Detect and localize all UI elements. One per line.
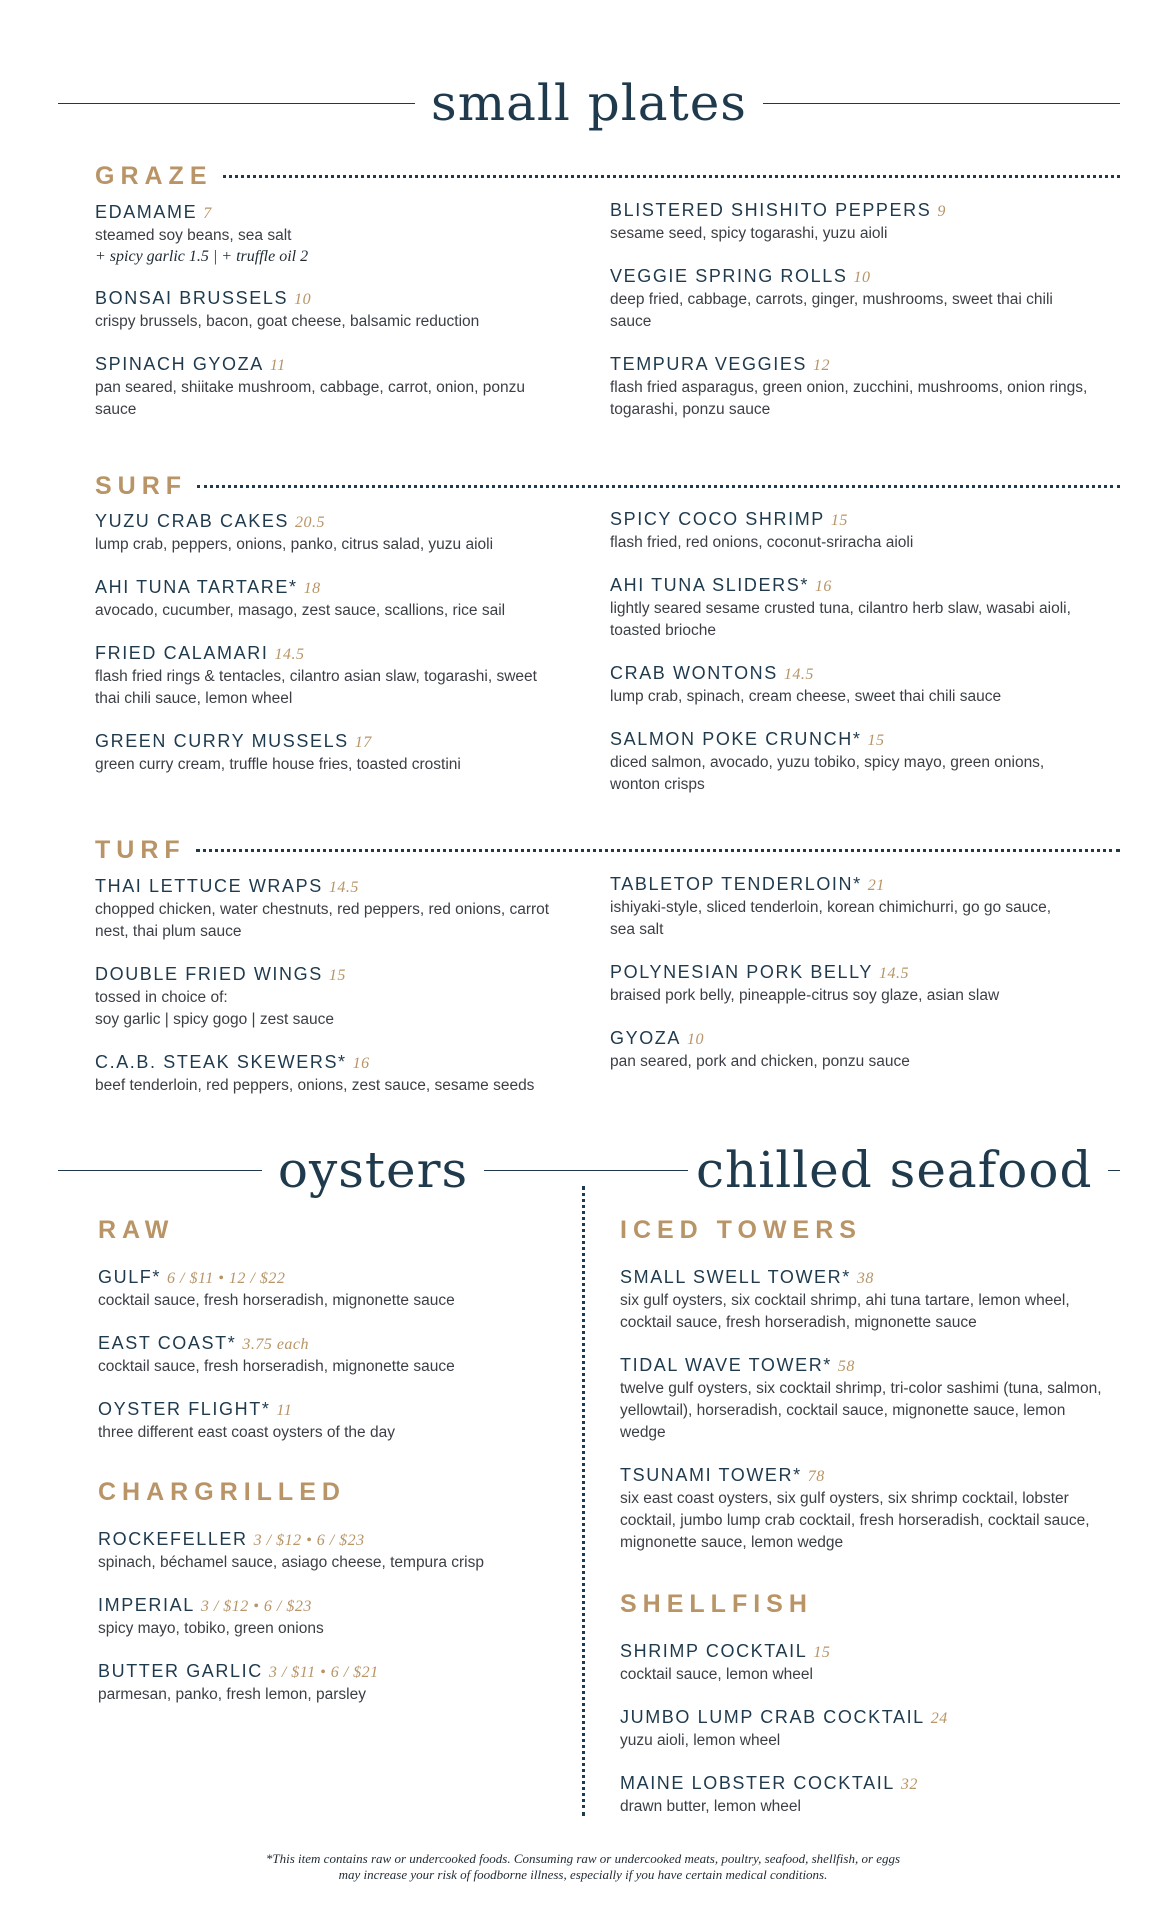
item-price: 14.5: [783, 666, 814, 683]
chilled-seafood-title: chilled seafood: [696, 1141, 1093, 1199]
item-price: 9: [937, 203, 946, 220]
dotted-leader: [196, 849, 1120, 852]
oysters-header: [58, 1141, 688, 1199]
item-price: 16: [814, 578, 832, 595]
menu-item: [610, 353, 1090, 421]
small-plates-header: [58, 74, 1120, 132]
item-description: beef tenderloin, red peppers, onions, zest sauce, sesame seeds: [95, 1077, 535, 1094]
surf-right-column: [610, 508, 1090, 816]
item-name: IMPERIAL: [98, 1595, 195, 1615]
item-description: six east coast oysters, six gulf oysters, six shrimp cocktail, lobster cocktail, jumbo lump crab cocktail, fresh horseradish, cocktail sauce, mignonette sauce, lemon wedge: [620, 1490, 1090, 1551]
item-description: flash fried asparagus, green onion, zucchini, mushrooms, onion rings, togarashi, ponzu sauce: [610, 379, 1088, 418]
dotted-leader: [197, 485, 1120, 488]
item-price: 24: [930, 1710, 948, 1727]
menu-item: [95, 1051, 555, 1097]
item-price: 7: [203, 205, 212, 222]
menu-item: [95, 353, 535, 421]
menu-item: [620, 1640, 1110, 1686]
item-description: avocado, cucumber, masago, zest sauce, scallions, rice sail: [95, 602, 506, 619]
item-name: SMALL SWELL TOWER*: [620, 1267, 851, 1287]
oysters-title: oysters: [277, 1141, 469, 1199]
item-description: braised pork belly, pineapple-citrus soy glaze, asian slaw: [610, 987, 1000, 1004]
item-description: lightly seared sesame crusted tuna, cilantro herb slaw, wasabi aioli, toasted brioche: [610, 600, 1071, 639]
menu-item: [610, 574, 1090, 642]
item-description: drawn butter, lemon wheel: [620, 1798, 801, 1815]
raw-label: RAW: [98, 1216, 175, 1244]
item-price: 15: [867, 732, 885, 749]
menu-item: [610, 265, 1090, 333]
menu-item: [95, 576, 545, 622]
item-name: C.A.B. STEAK SKEWERS*: [95, 1052, 347, 1072]
column-divider: [582, 1186, 585, 1816]
item-name: FRIED CALAMARI: [95, 643, 269, 663]
turf-left-column: [95, 875, 555, 1117]
menu-item: [95, 875, 555, 943]
menu-item: [98, 1528, 558, 1574]
item-price: 3 / $12 • 6 / $23: [253, 1532, 365, 1549]
menu-item: [620, 1772, 1110, 1818]
menu-item: [620, 1464, 1110, 1554]
turf-right-column: [610, 873, 1070, 1093]
shellfish-label: SHELLFISH: [620, 1590, 813, 1618]
item-name: TSUNAMI TOWER*: [620, 1465, 802, 1485]
item-name: AHI TUNA SLIDERS*: [610, 575, 809, 595]
item-name: THAI LETTUCE WRAPS: [95, 876, 323, 896]
item-price: 3 / $11 • 6 / $21: [268, 1664, 379, 1681]
menu-item: [610, 1027, 1070, 1073]
item-price: 14.5: [879, 965, 910, 982]
surf-label: SURF: [95, 472, 188, 500]
item-description: cocktail sauce, fresh horseradish, mignonette sauce: [98, 1292, 455, 1309]
menu-item: [95, 730, 545, 776]
turf-header: [95, 836, 1120, 865]
item-description: spinach, béchamel sauce, asiago cheese, tempura crisp: [98, 1554, 484, 1571]
menu-item: [98, 1594, 558, 1640]
graze-label: GRAZE: [95, 162, 213, 190]
item-price: 32: [900, 1776, 918, 1793]
item-name: SPINACH GYOZA: [95, 354, 264, 374]
turf-label: TURF: [95, 836, 186, 864]
menu-item: [95, 963, 555, 1031]
surf-header: [95, 472, 1120, 501]
item-description: sesame seed, spicy togarashi, yuzu aioli: [610, 225, 888, 242]
item-description: deep fried, cabbage, carrots, ginger, mushrooms, sweet thai chili sauce: [610, 291, 1053, 330]
item-name: POLYNESIAN PORK BELLY: [610, 962, 874, 982]
graze-right-column: [610, 199, 1090, 441]
item-price: 10: [294, 291, 312, 308]
item-description: flash fried, red onions, coconut-sriracha aioli: [610, 534, 914, 551]
header-rule-left: [58, 103, 415, 104]
item-name: GULF*: [98, 1267, 162, 1287]
item-price: 15: [830, 512, 848, 529]
item-price: 6 / $11 • 12 / $22: [167, 1270, 286, 1287]
item-description: parmesan, panko, fresh lemon, parsley: [98, 1686, 366, 1703]
item-name: VEGGIE SPRING ROLLS: [610, 266, 848, 286]
item-price: 10: [853, 269, 871, 286]
consumer-advisory: [0, 1851, 1166, 1883]
item-description: six gulf oysters, six cocktail shrimp, ahi tuna tartare, lemon wheel, cocktail sauce, fresh horseradish, mignonette sauce: [620, 1292, 1070, 1331]
item-description: tossed in choice of:: [95, 989, 228, 1006]
dotted-leader: [223, 175, 1121, 178]
item-name: OYSTER FLIGHT*: [98, 1399, 271, 1419]
item-price: 38: [856, 1270, 874, 1287]
item-name: CRAB WONTONS: [610, 663, 778, 683]
item-price: 3 / $12 • 6 / $23: [200, 1598, 312, 1615]
item-price: 15: [328, 967, 346, 984]
header-rule-right: [1108, 1170, 1120, 1171]
item-description: lump crab, peppers, onions, panko, citrus salad, yuzu aioli: [95, 536, 494, 553]
menu-item: [620, 1706, 1110, 1752]
menu-item: [95, 510, 545, 556]
advisory-line-2: may increase your risk of foodborne illness, especially if you have certain medical conditions.: [338, 1867, 828, 1882]
menu-item: [95, 642, 545, 710]
item-price: 78: [807, 1468, 825, 1485]
item-price: 16: [352, 1055, 370, 1072]
menu-item: [95, 287, 535, 333]
chargrilled-label: CHARGRILLED: [98, 1478, 346, 1506]
item-options: soy garlic | spicy gogo | zest sauce: [95, 1011, 334, 1028]
small-plates-title: small plates: [431, 74, 747, 132]
item-description: pan seared, pork and chicken, ponzu sauce: [610, 1053, 910, 1070]
menu-item: [610, 728, 1090, 796]
menu-item: [98, 1266, 558, 1312]
menu-item: [610, 873, 1070, 941]
item-name: TIDAL WAVE TOWER*: [620, 1355, 832, 1375]
item-name: SHRIMP COCKTAIL: [620, 1641, 808, 1661]
item-description: flash fried rings & tentacles, cilantro asian slaw, togarashi, sweet thai chili sauce, lemon wheel: [95, 668, 537, 707]
item-description: green curry cream, truffle house fries, toasted crostini: [95, 756, 461, 773]
item-price: 17: [354, 734, 372, 751]
item-description: crispy brussels, bacon, goat cheese, balsamic reduction: [95, 313, 480, 330]
item-price: 15: [813, 1644, 831, 1661]
header-rule-right: [763, 103, 1120, 104]
header-rule-left: [58, 1170, 262, 1171]
item-description: ishiyaki-style, sliced tenderloin, korean chimichurri, go go sauce, sea salt: [610, 899, 1052, 938]
item-description: pan seared, shiitake mushroom, cabbage, carrot, onion, ponzu sauce: [95, 379, 525, 418]
menu-item: [610, 199, 1090, 245]
item-name: TABLETOP TENDERLOIN*: [610, 874, 862, 894]
menu-item: [620, 1266, 1110, 1334]
menu-item: [620, 1354, 1110, 1444]
item-name: BONSAI BRUSSELS: [95, 288, 289, 308]
menu-item: [610, 961, 1070, 1007]
menu-item: [98, 1660, 558, 1706]
item-name: BUTTER GARLIC: [98, 1661, 263, 1681]
header-rule-right: [484, 1170, 688, 1171]
shellfish-column: [620, 1640, 1110, 1838]
iced-towers-column: [620, 1266, 1110, 1574]
item-price: 21: [867, 877, 885, 894]
menu-item: [98, 1398, 558, 1444]
item-name: SALMON POKE CRUNCH*: [610, 729, 862, 749]
chargrilled-column: [98, 1528, 558, 1726]
item-price: 3.75 each: [242, 1336, 310, 1353]
menu-item: [610, 508, 1090, 554]
item-name: BLISTERED SHISHITO PEPPERS: [610, 200, 932, 220]
item-description: yuzu aioli, lemon wheel: [620, 1732, 781, 1749]
item-description: cocktail sauce, lemon wheel: [620, 1666, 813, 1683]
item-price: 10: [687, 1031, 705, 1048]
item-price: 18: [303, 580, 321, 597]
item-name: GYOZA: [610, 1028, 682, 1048]
item-description: cocktail sauce, fresh horseradish, mignonette sauce: [98, 1358, 455, 1375]
item-description: three different east coast oysters of the day: [98, 1424, 395, 1441]
item-name: GREEN CURRY MUSSELS: [95, 731, 349, 751]
menu-item: [95, 201, 535, 267]
surf-left-column: [95, 510, 545, 796]
item-name: EAST COAST*: [98, 1333, 237, 1353]
item-price: 11: [269, 357, 286, 374]
item-name: EDAMAME: [95, 202, 198, 222]
menu-item: [610, 662, 1090, 708]
item-description: twelve gulf oysters, six cocktail shrimp, tri-color sashimi (tuna, salmon, yellowtail), horseradish, cocktail sauce, mignonette sauce, lemon wedge: [620, 1380, 1102, 1441]
raw-column: [98, 1266, 558, 1464]
advisory-line-1: *This item contains raw or undercooked foods. Consuming raw or undercooked meats, poultry, seafood, shellfish, or eggs: [265, 1851, 901, 1866]
item-price: 12: [813, 357, 831, 374]
item-price: 14.5: [274, 646, 305, 663]
item-price: 20.5: [295, 514, 326, 531]
item-name: DOUBLE FRIED WINGS: [95, 964, 323, 984]
item-price: 58: [837, 1358, 855, 1375]
menu-item: [98, 1332, 558, 1378]
item-price: 11: [276, 1402, 293, 1419]
iced-towers-label: ICED TOWERS: [620, 1216, 862, 1244]
graze-header: [95, 162, 1120, 191]
item-description: spicy mayo, tobiko, green onions: [98, 1620, 324, 1637]
item-name: TEMPURA VEGGIES: [610, 354, 808, 374]
item-name: MAINE LOBSTER COCKTAIL: [620, 1773, 895, 1793]
item-name: AHI TUNA TARTARE*: [95, 577, 298, 597]
item-description: lump crab, spinach, cream cheese, sweet thai chili sauce: [610, 688, 1002, 705]
item-name: JUMBO LUMP CRAB COCKTAIL: [620, 1707, 925, 1727]
item-name: SPICY COCO SHRIMP: [610, 509, 825, 529]
item-price: 14.5: [328, 879, 359, 896]
item-name: ROCKEFELLER: [98, 1529, 248, 1549]
item-description: chopped chicken, water chestnuts, red peppers, red onions, carrot nest, thai plum sauce: [95, 901, 550, 940]
item-name: YUZU CRAB CAKES: [95, 511, 290, 531]
item-description: steamed soy beans, sea salt: [95, 227, 292, 244]
item-addons: + spicy garlic 1.5 | + truffle oil 2: [95, 248, 309, 265]
item-description: diced salmon, avocado, yuzu tobiko, spicy mayo, green onions, wonton crisps: [610, 754, 1045, 793]
graze-left-column: [95, 201, 535, 441]
chilled-seafood-header: [688, 1141, 1120, 1199]
